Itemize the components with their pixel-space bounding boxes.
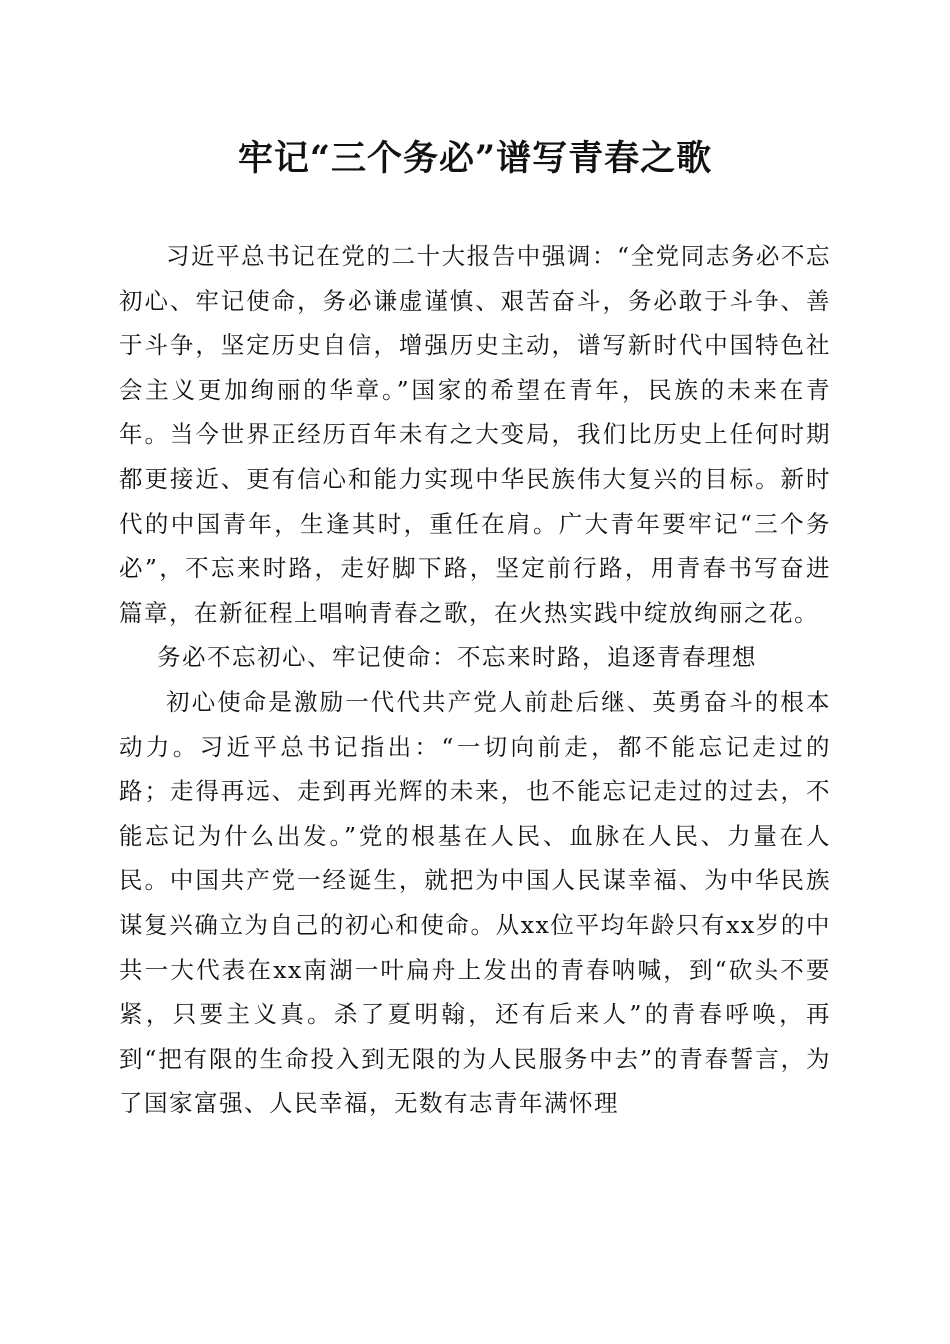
intro-paragraph: 习近平总书记在党的二十大报告中强调：“全党同志务必不忘初心、牢记使命，务必谦虚谨慎、艰苦奋斗，务必敢于斗争、善于斗争，坚定历史自信，增强历史主动，谱写新时代中国特色社会主义更加绚丽的华章。”国家的希望在青年，民族的未来在青年。当今世界正经历百年未有之大变局，我们比历史上任何时期都更接近、更有信心和能力实现中华民族伟大复兴的目标。新时代的中国青年，生逢其时，重任在肩。广大青年要牢记“三个务必”，不忘来时路，走好脚下路，坚定前行路，用青春书写奋进篇章，在新征程上唱响青春之歌，在火热实践中绽放绚丽之花。 [119, 242, 831, 627]
section-paragraph: 初心使命是激励一代代共产党人前赴后继、英勇奋斗的根本动力。习近平总书记指出：“一切向前走，都不能忘记走过的路；走得再远、走到再光辉的未来，也不能忘记走过的过去，不能忘记为什么出发。”党的根基在人民、血脉在人民、力量在人民。中国共产党一经诞生，就把为中国人民谋幸福、为中华民族谋复兴确立为自己的初心和使命。从xx位平均年龄只有xx岁的中共一大代表在xx南湖一叶扁舟上发出的青春呐喊，到“砍头不要紧，只要主义真。杀了夏明翰，还有后来人”的青春呼唤，再到“把有限的生命投入到无限的为人民服务中去”的青春誓言，为了国家富强、人民幸福，无数有志青年满怀理 [119, 687, 831, 1118]
document-title: 牢记“三个务必”谱写青春之歌 [237, 138, 713, 179]
document-body [119, 234, 831, 1126]
section-heading: 务必不忘初心、牢记使命：不忘来时路，追逐青春理想 [157, 643, 757, 672]
